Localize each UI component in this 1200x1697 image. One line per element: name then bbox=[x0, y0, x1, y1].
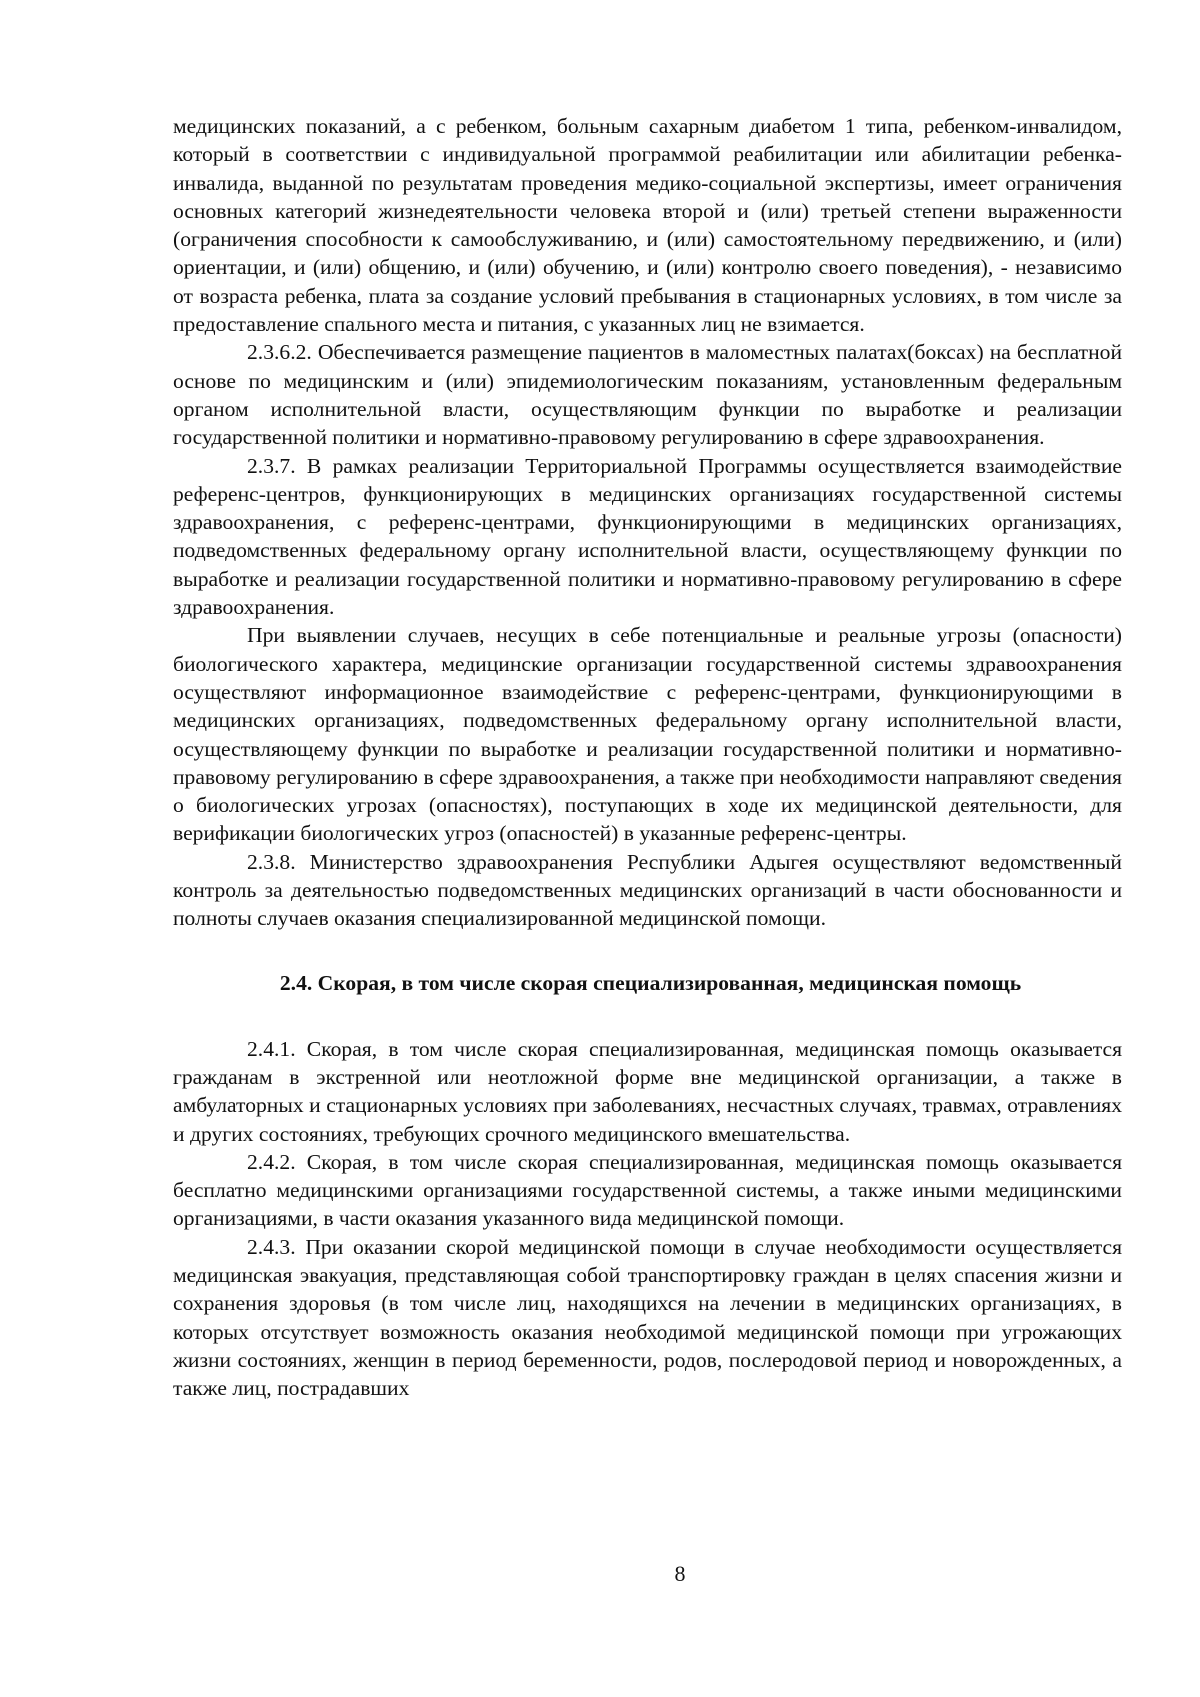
paragraph-2-4-3: 2.4.3. При оказании скорой медицинской помощи в случае необходимости осуществляется медицинская эвакуация, представляющая собой транспортировку граждан в целях спасения жизни и сохранения здоровья (в том числе лиц, находящихся на лечении в медицинских организациях, в которых отсутствует возможность оказания необходимой медицинской помощи при угрожающих жизни состояниях, женщин в период беременности, родов, послеродовой период и новорожденных, а также лиц, пострадавших bbox=[173, 1234, 1122, 1401]
paragraph-biological-threats: При выявлении случаев, несущих в себе потенциальные и реальные угрозы (опасности) биологического характера, медицинские организации государственной системы здравоохранения осуществляют информационное взаимодействие с референс-центрами, функционирующими в медицинских организациях, подведомственных федеральному органу исполнительной власти, осуществляющему функции по выработке и реализации государственной политики и нормативно-правовому регулированию в сфере здравоохранения, а также при необходимости направляют сведения о биологических угрозах (опасностях), поступающих в ходе их медицинской деятельности, для верификации биологических угроз (опасностей) в указанные референс-центры. bbox=[173, 623, 1122, 846]
document-page bbox=[173, 112, 1122, 1402]
paragraph-2-4-1: 2.4.1. Скорая, в том числе скорая специализированная, медицинская помощь оказывается гражданам в экстренной или неотложной форме вне медицинской организации, а также в амбулаторных и стационарных условиях при заболеваниях, несчастных случаях, травмах, отравлениях и других состояниях, требующих срочного медицинского вмешательства. bbox=[173, 1036, 1122, 1146]
paragraph-2-3-8: 2.3.8. Министерство здравоохранения Республики Адыгея осуществляют ведомственный контроль за деятельностью подведомственных медицинских организаций в части обоснованности и полноты случаев оказания специализированной медицинской помощи. bbox=[173, 849, 1122, 931]
paragraph-2-4-2: 2.4.2. Скорая, в том числе скорая специализированная, медицинская помощь оказывается бесплатно медицинскими организациями государственной системы, а также иными медицинскими организациями, в части оказания указанного вида медицинской помощи. bbox=[173, 1149, 1122, 1231]
paragraph-2-3-7: 2.3.7. В рамках реализации Территориальной Программы осуществляется взаимодействие референс-центров, функционирующих в медицинских организациях государственной системы здравоохранения, с референс-центрами, функционирующими в медицинских организациях, подведомственных федеральному органу исполнительной власти, осуществляющему функции по выработке и реализации государственной политики и нормативно-правовому регулированию в сфере здравоохранения. bbox=[173, 453, 1122, 620]
paragraph-2-3-6-2: 2.3.6.2. Обеспечивается размещение пациентов в маломестных палатах(боксах) на бесплатной основе по медицинским и (или) эпидемиологическим показаниям, установленным федеральным органом исполнительной власти, осуществляющим функции по выработке и реализации государственной политики и нормативно-правовому регулированию в сфере здравоохранения. bbox=[173, 340, 1122, 450]
page-number: 8 bbox=[674, 1561, 686, 1586]
paragraph-continuation: медицинских показаний, а с ребенком, больным сахарным диабетом 1 типа, ребенком-инвалидом, который в соответствии с индивидуальной программой реабилитации или абилитации ребенка-инвалида, выданной по результатам проведения медико-социальной экспертизы, имеет ограничения основных категорий жизнедеятельности человека второй и (или) третьей степени выраженности (ограничения способности к самообслуживанию, и (или) самостоятельному передвижению, и (или) ориентации, и (или) общению, и (или) обучению, и (или) контролю своего поведения), - независимо от возраста ребенка, плата за создание условий пребывания в стационарных условиях, в том числе за предоставление спального места и питания, с указанных лиц не взимается. bbox=[173, 114, 1122, 337]
section-title-2-4: 2.4. Скорая, в том числе скорая специализированная, медицинская помощь bbox=[279, 970, 1022, 995]
